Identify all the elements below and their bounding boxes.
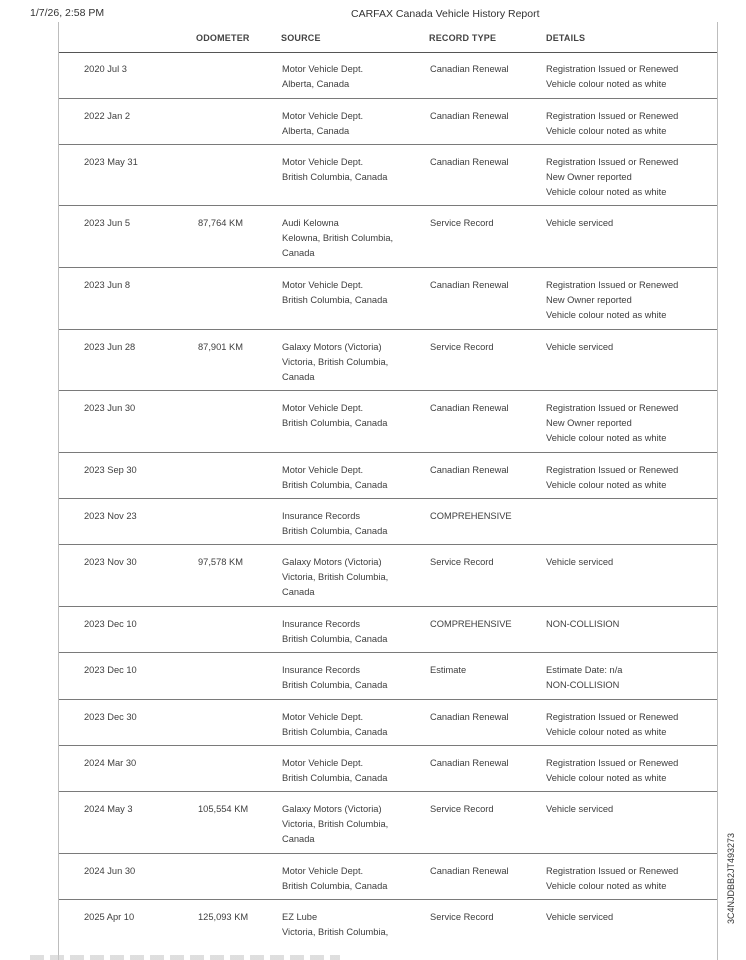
table-row — [59, 52, 717, 99]
record-type: Canadian Renewal — [430, 280, 509, 290]
record-date: 2024 May 3 — [84, 804, 133, 814]
record-odometer: 87,901 KM — [198, 342, 243, 352]
record-type: Canadian Renewal — [430, 712, 509, 722]
record-source: Motor Vehicle Dept. British Columbia, Canada — [282, 280, 388, 305]
record-date: 2023 May 31 — [84, 157, 138, 167]
record-source: Motor Vehicle Dept. British Columbia, Canada — [282, 866, 388, 891]
record-odometer: 125,093 KM — [198, 912, 249, 922]
table-row — [59, 607, 717, 653]
record-date: 2023 Jun 28 — [84, 342, 136, 352]
column-header-record-type: RECORD TYPE — [429, 33, 497, 43]
record-source: Motor Vehicle Dept. British Columbia, Canada — [282, 465, 388, 490]
print-datetime: 1/7/26, 2:58 PM — [30, 7, 105, 19]
record-details: Registration Issued or Renewed Vehicle colour noted as white — [546, 866, 679, 891]
record-type: Canadian Renewal — [430, 866, 509, 876]
record-date: 2023 Dec 30 — [84, 712, 137, 722]
record-details: Registration Issued or Renewed Vehicle colour noted as white — [546, 64, 679, 89]
side-vin-code: 3C4NJDBB2JT493273 — [726, 832, 736, 924]
record-source: Insurance Records British Columbia, Canada — [282, 619, 388, 644]
record-details: Vehicle serviced — [546, 218, 614, 228]
record-source: Insurance Records British Columbia, Canada — [282, 665, 388, 690]
record-type: Canadian Renewal — [430, 64, 509, 74]
record-details: Registration Issued or Renewed Vehicle colour noted as white — [546, 758, 679, 783]
record-details: Registration Issued or Renewed New Owner reported Vehicle colour noted as white — [546, 280, 679, 320]
record-type: Canadian Renewal — [430, 465, 509, 475]
record-date: 2023 Dec 10 — [84, 665, 137, 675]
record-source: EZ Lube Victoria, British Columbia, — [282, 912, 389, 937]
record-date: 2023 Sep 30 — [84, 465, 137, 475]
record-source: Motor Vehicle Dept. British Columbia, Canada — [282, 157, 388, 182]
table-row — [59, 545, 717, 607]
record-date: 2023 Dec 10 — [84, 619, 137, 629]
table-row — [59, 268, 717, 330]
record-type: Service Record — [430, 804, 494, 814]
record-type: Canadian Renewal — [430, 157, 509, 167]
table-row — [59, 854, 717, 900]
table-row — [59, 145, 717, 206]
record-type: COMPREHENSIVE — [430, 511, 512, 521]
record-date: 2023 Jun 30 — [84, 403, 136, 413]
history-table — [58, 22, 718, 960]
record-details: Registration Issued or Renewed New Owner reported Vehicle colour noted as white — [546, 157, 679, 197]
record-source: Galaxy Motors (Victoria) Victoria, British Columbia, Canada — [282, 342, 389, 382]
record-details: NON-COLLISION — [546, 619, 620, 629]
record-date: 2024 Mar 30 — [84, 758, 137, 768]
print-header — [30, 7, 716, 23]
column-header-odometer: ODOMETER — [196, 33, 250, 43]
record-details: Vehicle serviced — [546, 557, 614, 567]
record-date: 2022 Jan 2 — [84, 111, 131, 121]
record-odometer: 97,578 KM — [198, 557, 243, 567]
record-details: Registration Issued or Renewed Vehicle colour noted as white — [546, 712, 679, 737]
record-type: Service Record — [430, 912, 494, 922]
record-details: Vehicle serviced — [546, 912, 614, 922]
table-row — [59, 653, 717, 700]
cut-off-footer — [30, 955, 340, 960]
record-source: Galaxy Motors (Victoria) Victoria, British Columbia, Canada — [282, 557, 389, 597]
record-source: Galaxy Motors (Victoria) Victoria, British Columbia, Canada — [282, 804, 389, 844]
record-source: Motor Vehicle Dept. British Columbia, Canada — [282, 403, 388, 428]
table-row — [59, 746, 717, 792]
record-type: COMPREHENSIVE — [430, 619, 512, 629]
record-type: Canadian Renewal — [430, 111, 509, 121]
record-source: Motor Vehicle Dept. Alberta, Canada — [282, 111, 364, 136]
record-type: Service Record — [430, 218, 494, 228]
column-header-source: SOURCE — [281, 33, 321, 43]
record-details: Estimate Date: n/a NON-COLLISION — [546, 665, 623, 690]
table-row — [59, 792, 717, 854]
record-odometer: 105,554 KM — [198, 804, 249, 814]
table-row — [59, 99, 717, 145]
record-source: Motor Vehicle Dept. British Columbia, Canada — [282, 712, 388, 737]
record-type: Canadian Renewal — [430, 403, 509, 413]
record-details: Registration Issued or Renewed Vehicle colour noted as white — [546, 465, 679, 490]
record-date: 2020 Jul 3 — [84, 64, 127, 74]
record-type: Canadian Renewal — [430, 758, 509, 768]
report-title: CARFAX Canada Vehicle History Report — [351, 8, 540, 20]
table-row — [59, 900, 717, 960]
table-row — [59, 206, 717, 268]
record-source: Insurance Records British Columbia, Canada — [282, 511, 388, 536]
record-date: 2023 Jun 5 — [84, 218, 131, 228]
record-type: Service Record — [430, 557, 494, 567]
record-type: Estimate — [430, 665, 467, 675]
record-details: Registration Issued or Renewed Vehicle colour noted as white — [546, 111, 679, 136]
record-details: Registration Issued or Renewed New Owner reported Vehicle colour noted as white — [546, 403, 679, 443]
record-details: Vehicle serviced — [546, 804, 614, 814]
record-source: Motor Vehicle Dept. British Columbia, Canada — [282, 758, 388, 783]
table-row — [59, 330, 717, 391]
record-source: Motor Vehicle Dept. Alberta, Canada — [282, 64, 364, 89]
table-row — [59, 453, 717, 499]
record-date: 2023 Jun 8 — [84, 280, 131, 290]
record-type: Service Record — [430, 342, 494, 352]
table-row — [59, 700, 717, 746]
record-date: 2024 Jun 30 — [84, 866, 136, 876]
column-header-details: DETAILS — [546, 33, 586, 43]
record-details: Vehicle serviced — [546, 342, 614, 352]
table-row — [59, 499, 717, 545]
record-odometer: 87,764 KM — [198, 218, 243, 228]
table-row — [59, 391, 717, 453]
record-date: 2023 Nov 30 — [84, 557, 137, 567]
record-date: 2023 Nov 23 — [84, 511, 137, 521]
record-source: Audi Kelowna Kelowna, British Columbia, Canada — [282, 218, 394, 258]
record-date: 2025 Apr 10 — [84, 912, 135, 922]
